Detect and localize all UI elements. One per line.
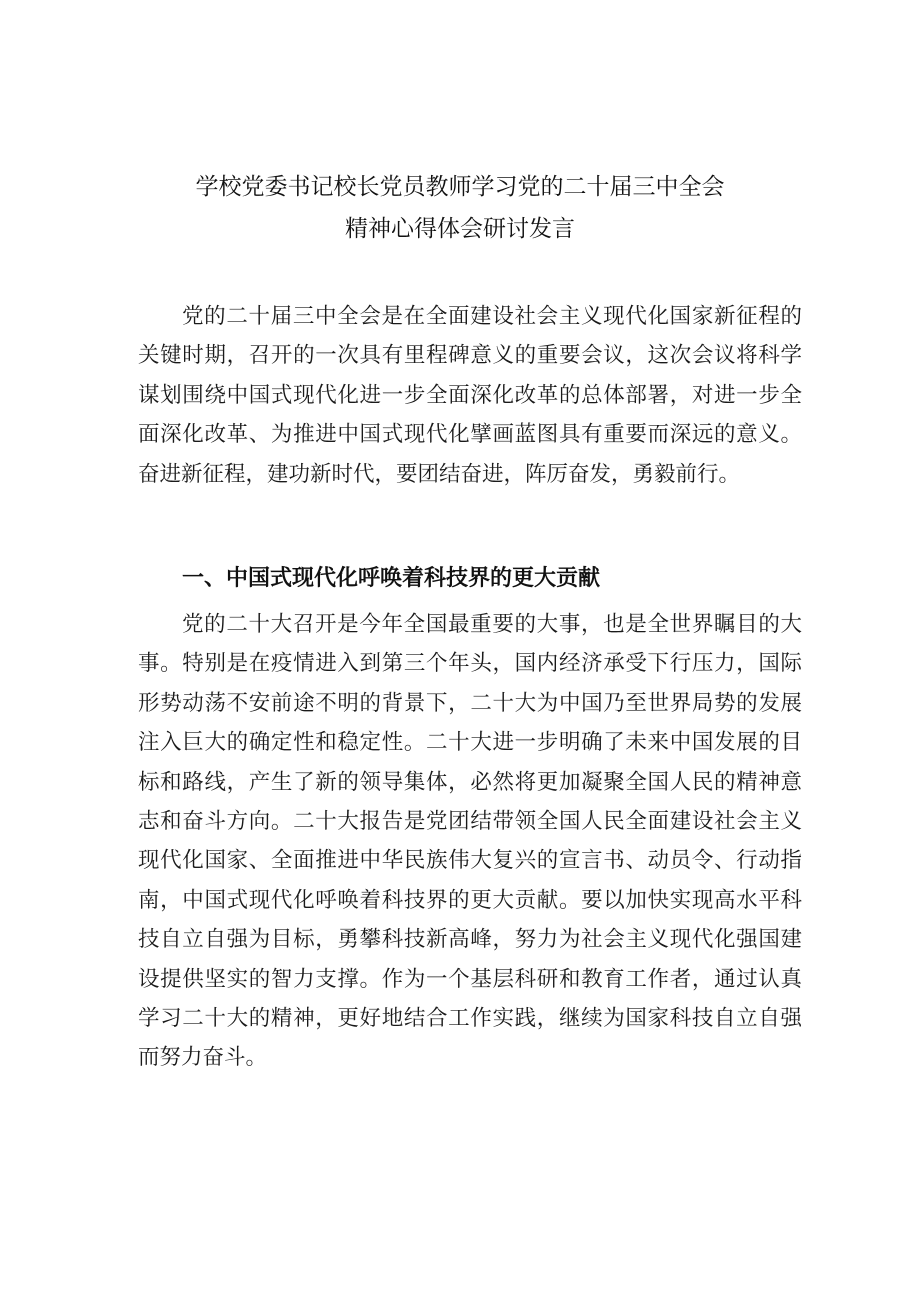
section-heading: 一、中国式现代化呼唤着科技界的更大贡献 (182, 566, 601, 591)
intro-paragraph: 党的二十届三中全会是在全面建设社会主义现代化国家新征程的关键时期，召开的一次具有里程碑意义的重要会议，这次会议将科学谋划围绕中国式现代化进一步全面深化改革的总体部署，对进一步全面深化改革、为推进中国式现代化擘画蓝图具有重要而深远的意义。奋进新征程，建功新时代，要团结奋进，阵厉奋发，勇毅前行。 (138, 304, 802, 487)
section-1-paragraph: 党的二十大召开是今年全国最重要的大事，也是全世界瞩目的大事。特别是在疫情进入到第三个年头，国内经济承受下行压力，国际形势动荡不安前途不明的背景下，二十大为中国乃至世界局势的发展注入巨大的确定性和稳定性。二十大进一步明确了未来中国发展的目标和路线，产生了新的领导集体，必然将更加凝聚全国人民的精神意志和奋斗方向。二十大报告是党团结带领全国人民全面建设社会主义现代化国家、全面推进中华民族伟大复兴的宣言书、动员令、行动指南，中国式现代化呼唤着科技界的更大贡献。要以加快实现高水平科技自立自强为目标，勇攀科技新高峰，努力为社会主义现代化强国建设提供坚实的智力支撑。作为一个基层科研和教育工作者，通过认真学习二十大的精神，更好地结合工作实践，继续为国家科技自立自强而努力奋斗。 (138, 612, 802, 1071)
document-title-line-1: 学校党委书记校长党员教师学习党的二十届三中全会 (195, 174, 725, 200)
document-title-line-2: 精神心得体会研讨发言 (345, 216, 575, 242)
